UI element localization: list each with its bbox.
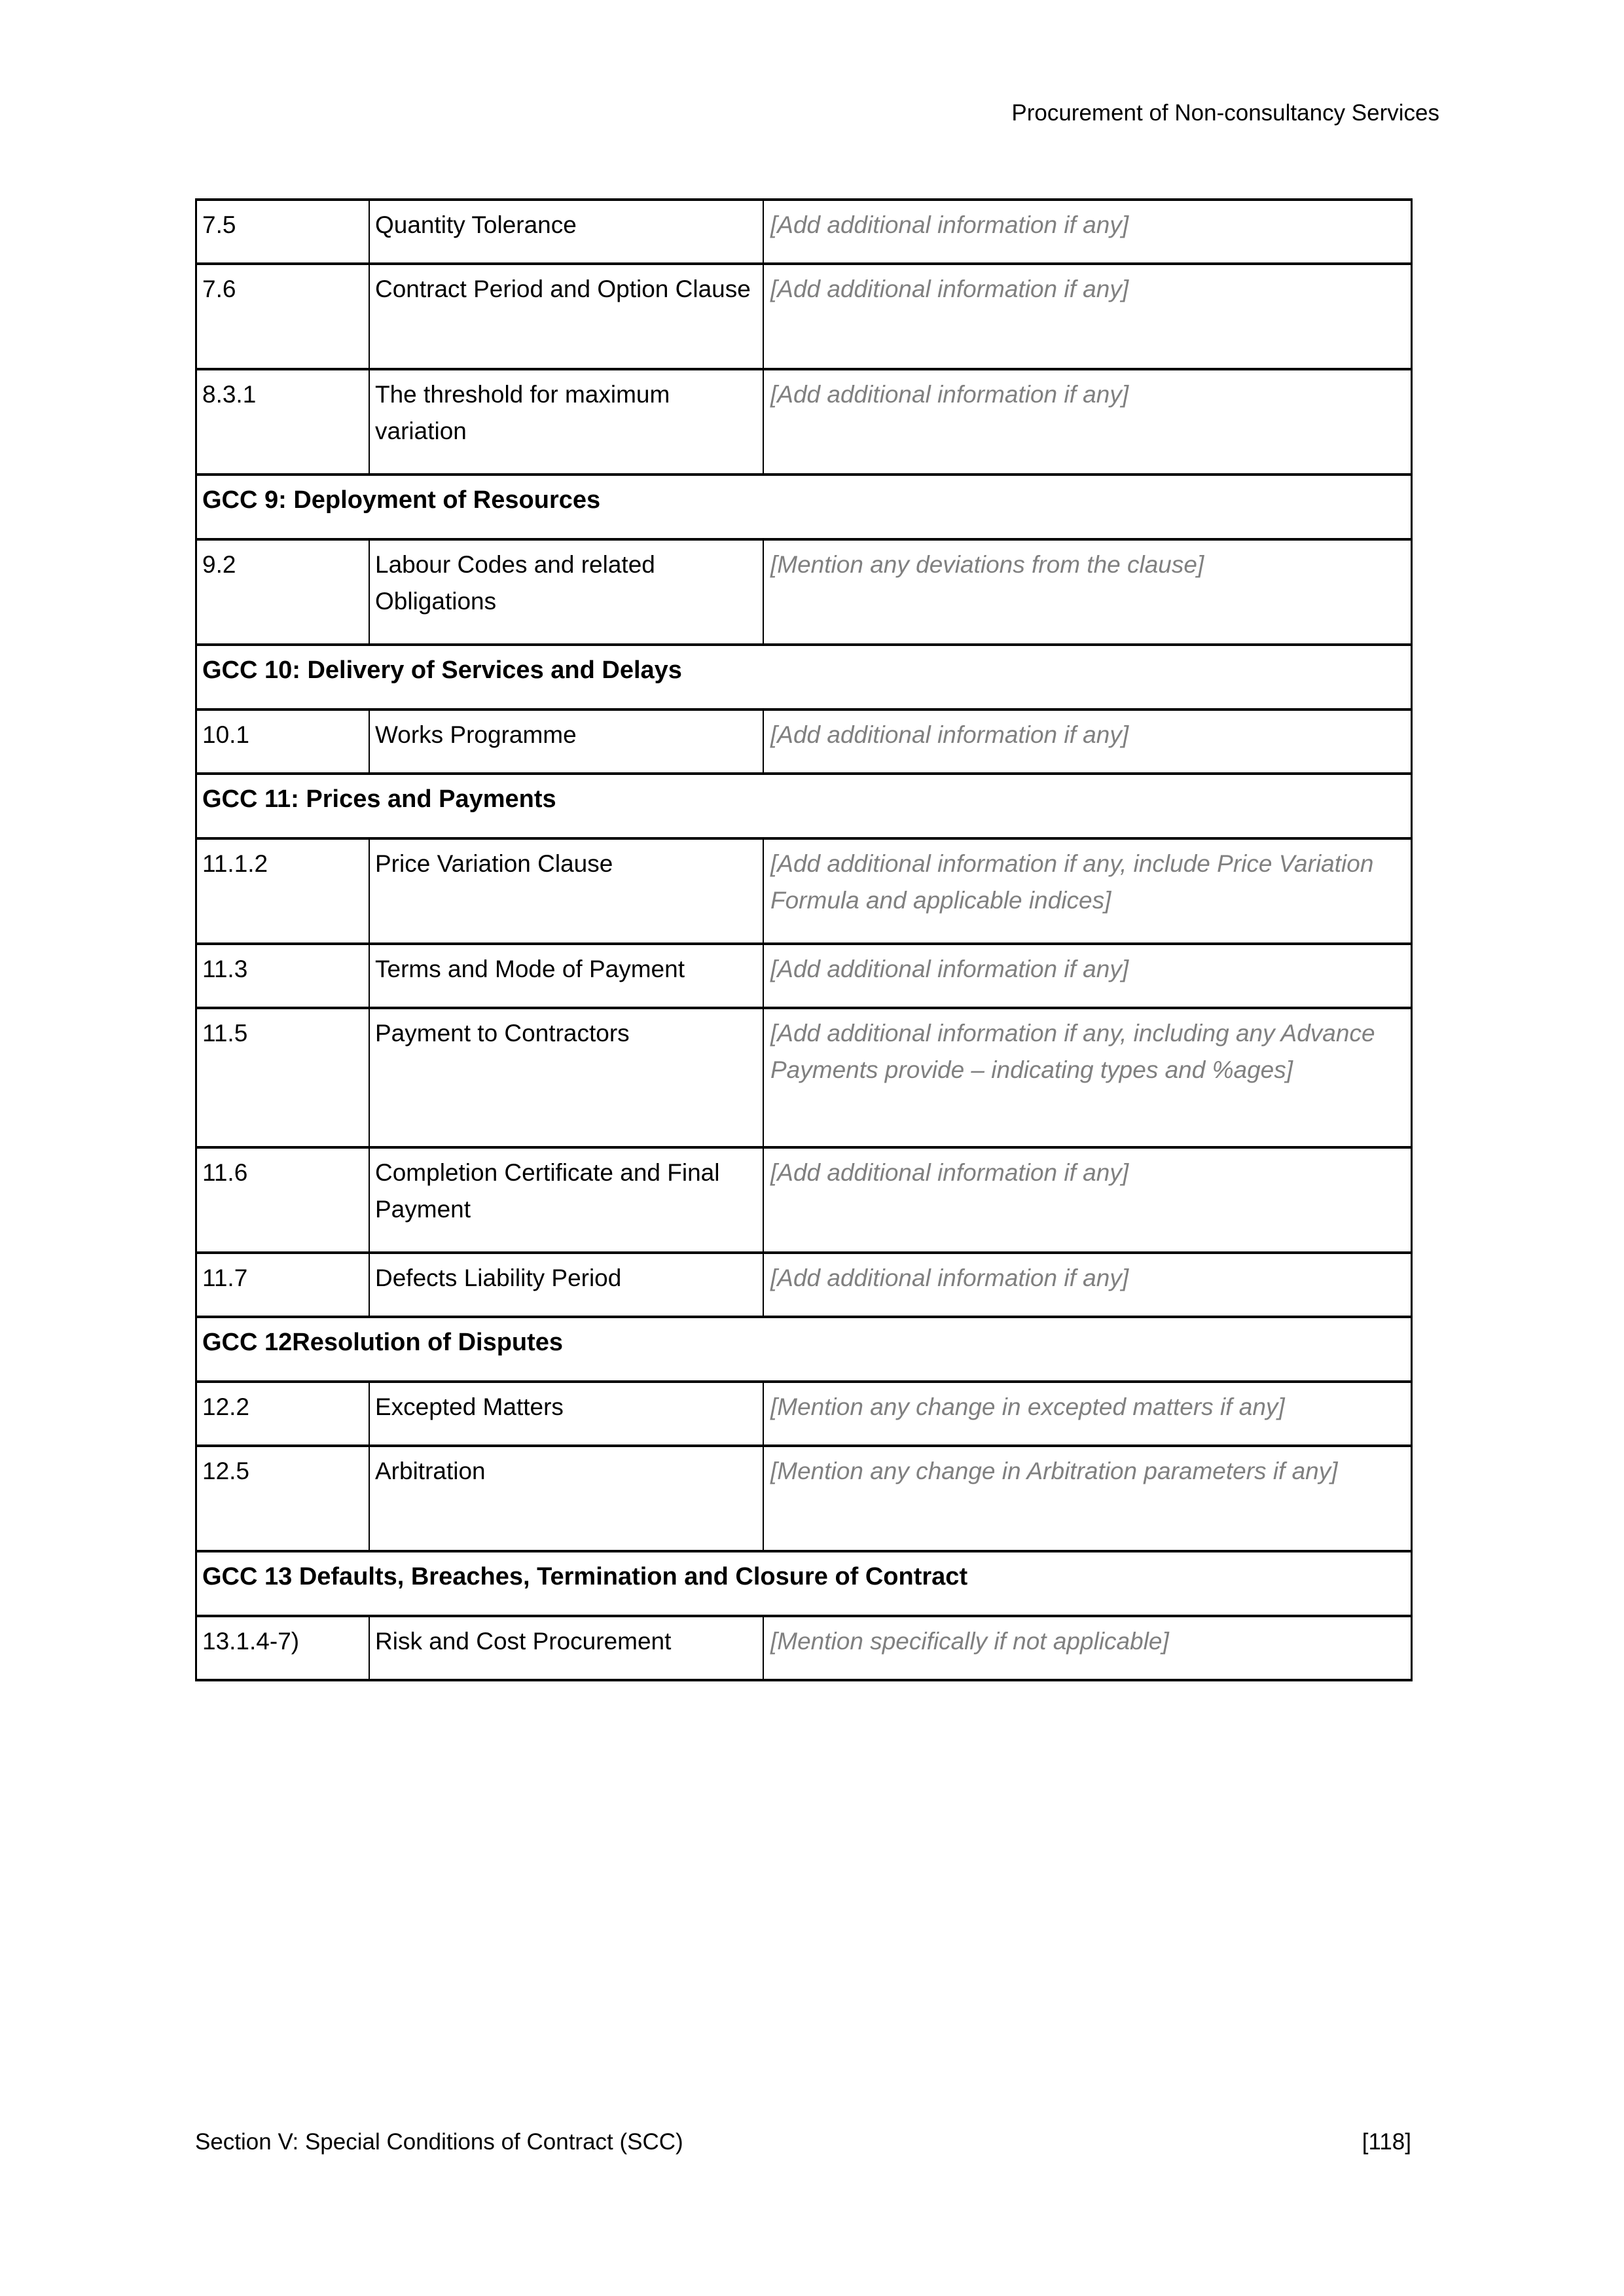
- table-row: [197, 1009, 1411, 1149]
- clause-title: Defects Liability Period: [370, 1254, 764, 1316]
- clause-title: Price Variation Clause: [370, 840, 764, 942]
- table-row: [197, 1617, 1411, 1681]
- clause-value-placeholder: [Add additional information if any]: [770, 211, 1129, 238]
- clause-number: 8.3.1: [197, 370, 370, 473]
- clause-number: 11.6: [197, 1149, 370, 1251]
- section-header-row: [197, 1552, 1411, 1617]
- clause-title: Completion Certificate and Final Payment: [370, 1149, 764, 1251]
- clause-title: Works Programme: [370, 711, 764, 772]
- clause-value-placeholder: [Add additional information if any]: [770, 276, 1129, 302]
- table-row: [197, 201, 1411, 265]
- clause-number: 7.5: [197, 201, 370, 262]
- clause-title: The threshold for maximum variation: [370, 370, 764, 473]
- clause-value-placeholder: [Add additional information if any]: [770, 1265, 1129, 1291]
- section-header-row: [197, 476, 1411, 541]
- table-row: [197, 1447, 1411, 1552]
- clause-number: 11.3: [197, 945, 370, 1007]
- section-header-row: [197, 775, 1411, 840]
- clause-value-placeholder: [Add additional information if any]: [770, 1159, 1129, 1186]
- clause-value-placeholder: [Add additional information if any, include Price Variation Formula and applicable indices]: [770, 850, 1374, 914]
- running-header: Procurement of Non-consultancy Services: [1011, 100, 1439, 126]
- clause-title: Contract Period and Option Clause: [370, 265, 764, 368]
- table-row: [197, 1383, 1411, 1447]
- clause-value-placeholder: [Mention any change in Arbitration parameters if any]: [770, 1458, 1338, 1484]
- clause-title: Labour Codes and related Obligations: [370, 541, 764, 643]
- clause-title: Excepted Matters: [370, 1383, 764, 1444]
- table-row: [197, 1254, 1411, 1318]
- clause-title: Risk and Cost Procurement: [370, 1617, 764, 1679]
- table-row: [197, 945, 1411, 1009]
- clause-number: 11.1.2: [197, 840, 370, 942]
- clause-number: 13.1.4-7): [197, 1617, 370, 1679]
- table-row: [197, 840, 1411, 945]
- section-header-label: GCC 11: Prices and Payments: [202, 785, 556, 813]
- section-header-label: GCC 10: Delivery of Services and Delays: [202, 656, 682, 684]
- section-header-label: GCC 13 Defaults, Breaches, Termination and Closure of Contract: [202, 1563, 968, 1590]
- section-header-row: [197, 646, 1411, 711]
- table-row: [197, 370, 1411, 476]
- clause-value-placeholder: [Add additional information if any, including any Advance Payments provide – indicating types and %ages]: [770, 1020, 1375, 1083]
- page-footer: [195, 2128, 1411, 2156]
- clause-value-placeholder: [Add additional information if any]: [770, 381, 1129, 408]
- clause-number: 10.1: [197, 711, 370, 772]
- table-row: [197, 541, 1411, 646]
- clause-title: Arbitration: [370, 1447, 764, 1550]
- clause-value-placeholder: [Add additional information if any]: [770, 956, 1129, 982]
- section-header-label: GCC 12Resolution of Disputes: [202, 1329, 564, 1356]
- footer-section-title: Section V: Special Conditions of Contract (SCC): [195, 2129, 683, 2155]
- clause-number: 11.7: [197, 1254, 370, 1316]
- clause-value-placeholder: [Mention any change in excepted matters if any]: [770, 1393, 1285, 1420]
- clause-number: 12.5: [197, 1447, 370, 1550]
- section-header-label: GCC 9: Deployment of Resources: [202, 486, 601, 514]
- clause-number: 9.2: [197, 541, 370, 643]
- clause-value-placeholder: [Mention any deviations from the clause]: [770, 551, 1204, 578]
- table-row: [197, 1149, 1411, 1254]
- table-row: [197, 711, 1411, 775]
- clause-title: Payment to Contractors: [370, 1009, 764, 1146]
- clause-number: 7.6: [197, 265, 370, 368]
- clause-number: 12.2: [197, 1383, 370, 1444]
- clause-number: 11.5: [197, 1009, 370, 1146]
- scc-conditions-table: [195, 198, 1413, 1681]
- clause-title: Terms and Mode of Payment: [370, 945, 764, 1007]
- table-row: [197, 265, 1411, 370]
- footer-page-number: [118]: [1362, 2129, 1411, 2155]
- section-header-row: [197, 1318, 1411, 1383]
- clause-value-placeholder: [Mention specifically if not applicable]: [770, 1628, 1169, 1655]
- clause-value-placeholder: [Add additional information if any]: [770, 721, 1129, 748]
- clause-title: Quantity Tolerance: [370, 201, 764, 262]
